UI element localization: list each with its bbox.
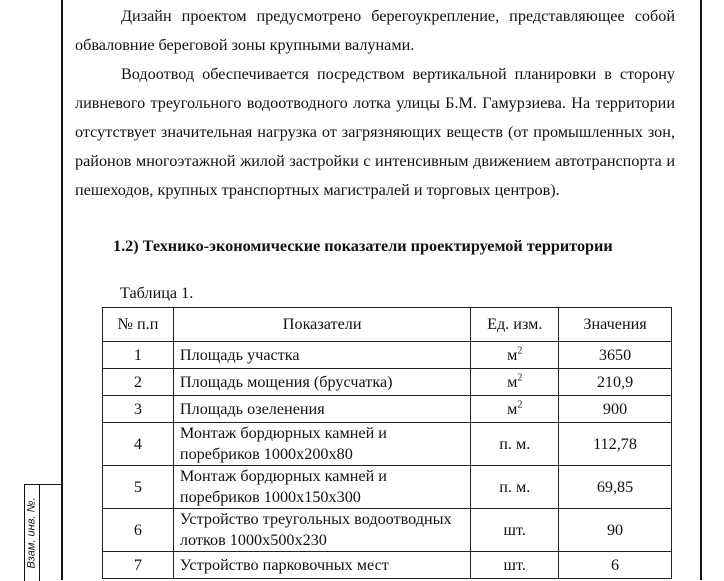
- row-unit: [471, 369, 559, 396]
- unit-exponent: 2: [517, 372, 523, 384]
- row-indicator: Площадь мощения (брусчатка): [173, 369, 470, 396]
- row-indicator: Монтаж бордюрных камней и поребриков 1000x200x80: [173, 423, 470, 466]
- row-value: 69,85: [559, 466, 672, 509]
- row-value: 6: [559, 552, 672, 579]
- row-number: 5: [103, 466, 174, 509]
- indicators-table: [102, 307, 672, 579]
- stamp-label-cell: [24, 485, 39, 581]
- margin-stamp-column: [24, 484, 61, 581]
- paragraph-shore-protection: Дизайн проектом предусмотрено берегоукрепление, представляющее собой обваловние береговой зоны крупными валунами.: [75, 7, 675, 54]
- page-frame-right-line: [700, 0, 702, 580]
- table-caption: Таблица 1.: [120, 284, 194, 302]
- row-indicator: Площадь озеленения: [173, 396, 470, 423]
- row-indicator: Устройство треугольных водоотводных лотков 1000x500x230: [173, 509, 470, 552]
- row-number: 7: [103, 552, 174, 579]
- stamp-divider: [39, 485, 40, 581]
- page-frame-left-line: [61, 0, 63, 580]
- table-row: [103, 509, 672, 552]
- unit-text: м: [507, 345, 518, 364]
- table-row: [103, 369, 672, 396]
- table-row: [103, 552, 672, 579]
- row-unit: п. м.: [471, 466, 559, 509]
- row-value: 112,78: [559, 423, 672, 466]
- row-unit: шт.: [471, 552, 559, 579]
- table-row: [103, 396, 672, 423]
- row-value: 90: [559, 509, 672, 552]
- body-text: [75, 0, 675, 205]
- column-header-value: Значения: [559, 308, 672, 342]
- row-number: 2: [103, 369, 174, 396]
- column-header-unit: Ед. изм.: [471, 308, 559, 342]
- row-indicator: Устройство парковочных мест: [173, 552, 470, 579]
- table-row: [103, 466, 672, 509]
- column-header-indicator: Показатели: [173, 308, 470, 342]
- table-row: [103, 423, 672, 466]
- row-unit: шт.: [471, 509, 559, 552]
- row-unit: п. м.: [471, 423, 559, 466]
- paragraph-drainage: Водоотвод обеспечивается посредством вертикальной планировки в сторону ливневого треугольного водоотводного лотка улицы Б.М. Гамурзиева. На территории отсутствует значительная нагрузка от загрязняющих веществ (от промышленных зон, районов многоэтажной жилой застройки с интенсивным движением автотранспорта и пешеходов, крупных транспортных магистралей и торговых центров).: [75, 65, 675, 199]
- table-header-row: [103, 308, 672, 342]
- row-indicator: Монтаж бордюрных камней и поребриков 1000x150x300: [173, 466, 470, 509]
- row-number: 3: [103, 396, 174, 423]
- row-indicator: Площадь участка: [173, 342, 470, 369]
- row-unit: [471, 342, 559, 369]
- row-number: 1: [103, 342, 174, 369]
- row-value: 3650: [559, 342, 672, 369]
- row-unit: [471, 396, 559, 423]
- unit-exponent: 2: [517, 345, 523, 357]
- unit-text: м: [507, 372, 518, 391]
- row-value: 210,9: [559, 369, 672, 396]
- row-value: 900: [559, 396, 672, 423]
- unit-exponent: 2: [517, 399, 523, 411]
- stamp-label-text: Взам. инв. №.: [25, 497, 38, 569]
- row-number: 6: [103, 509, 174, 552]
- section-heading: 1.2) Технико-экономические показатели проектируемой территории: [113, 237, 613, 255]
- row-number: 4: [103, 423, 174, 466]
- table-row: [103, 342, 672, 369]
- unit-text: м: [507, 399, 518, 418]
- column-header-number: № п.п: [103, 308, 174, 342]
